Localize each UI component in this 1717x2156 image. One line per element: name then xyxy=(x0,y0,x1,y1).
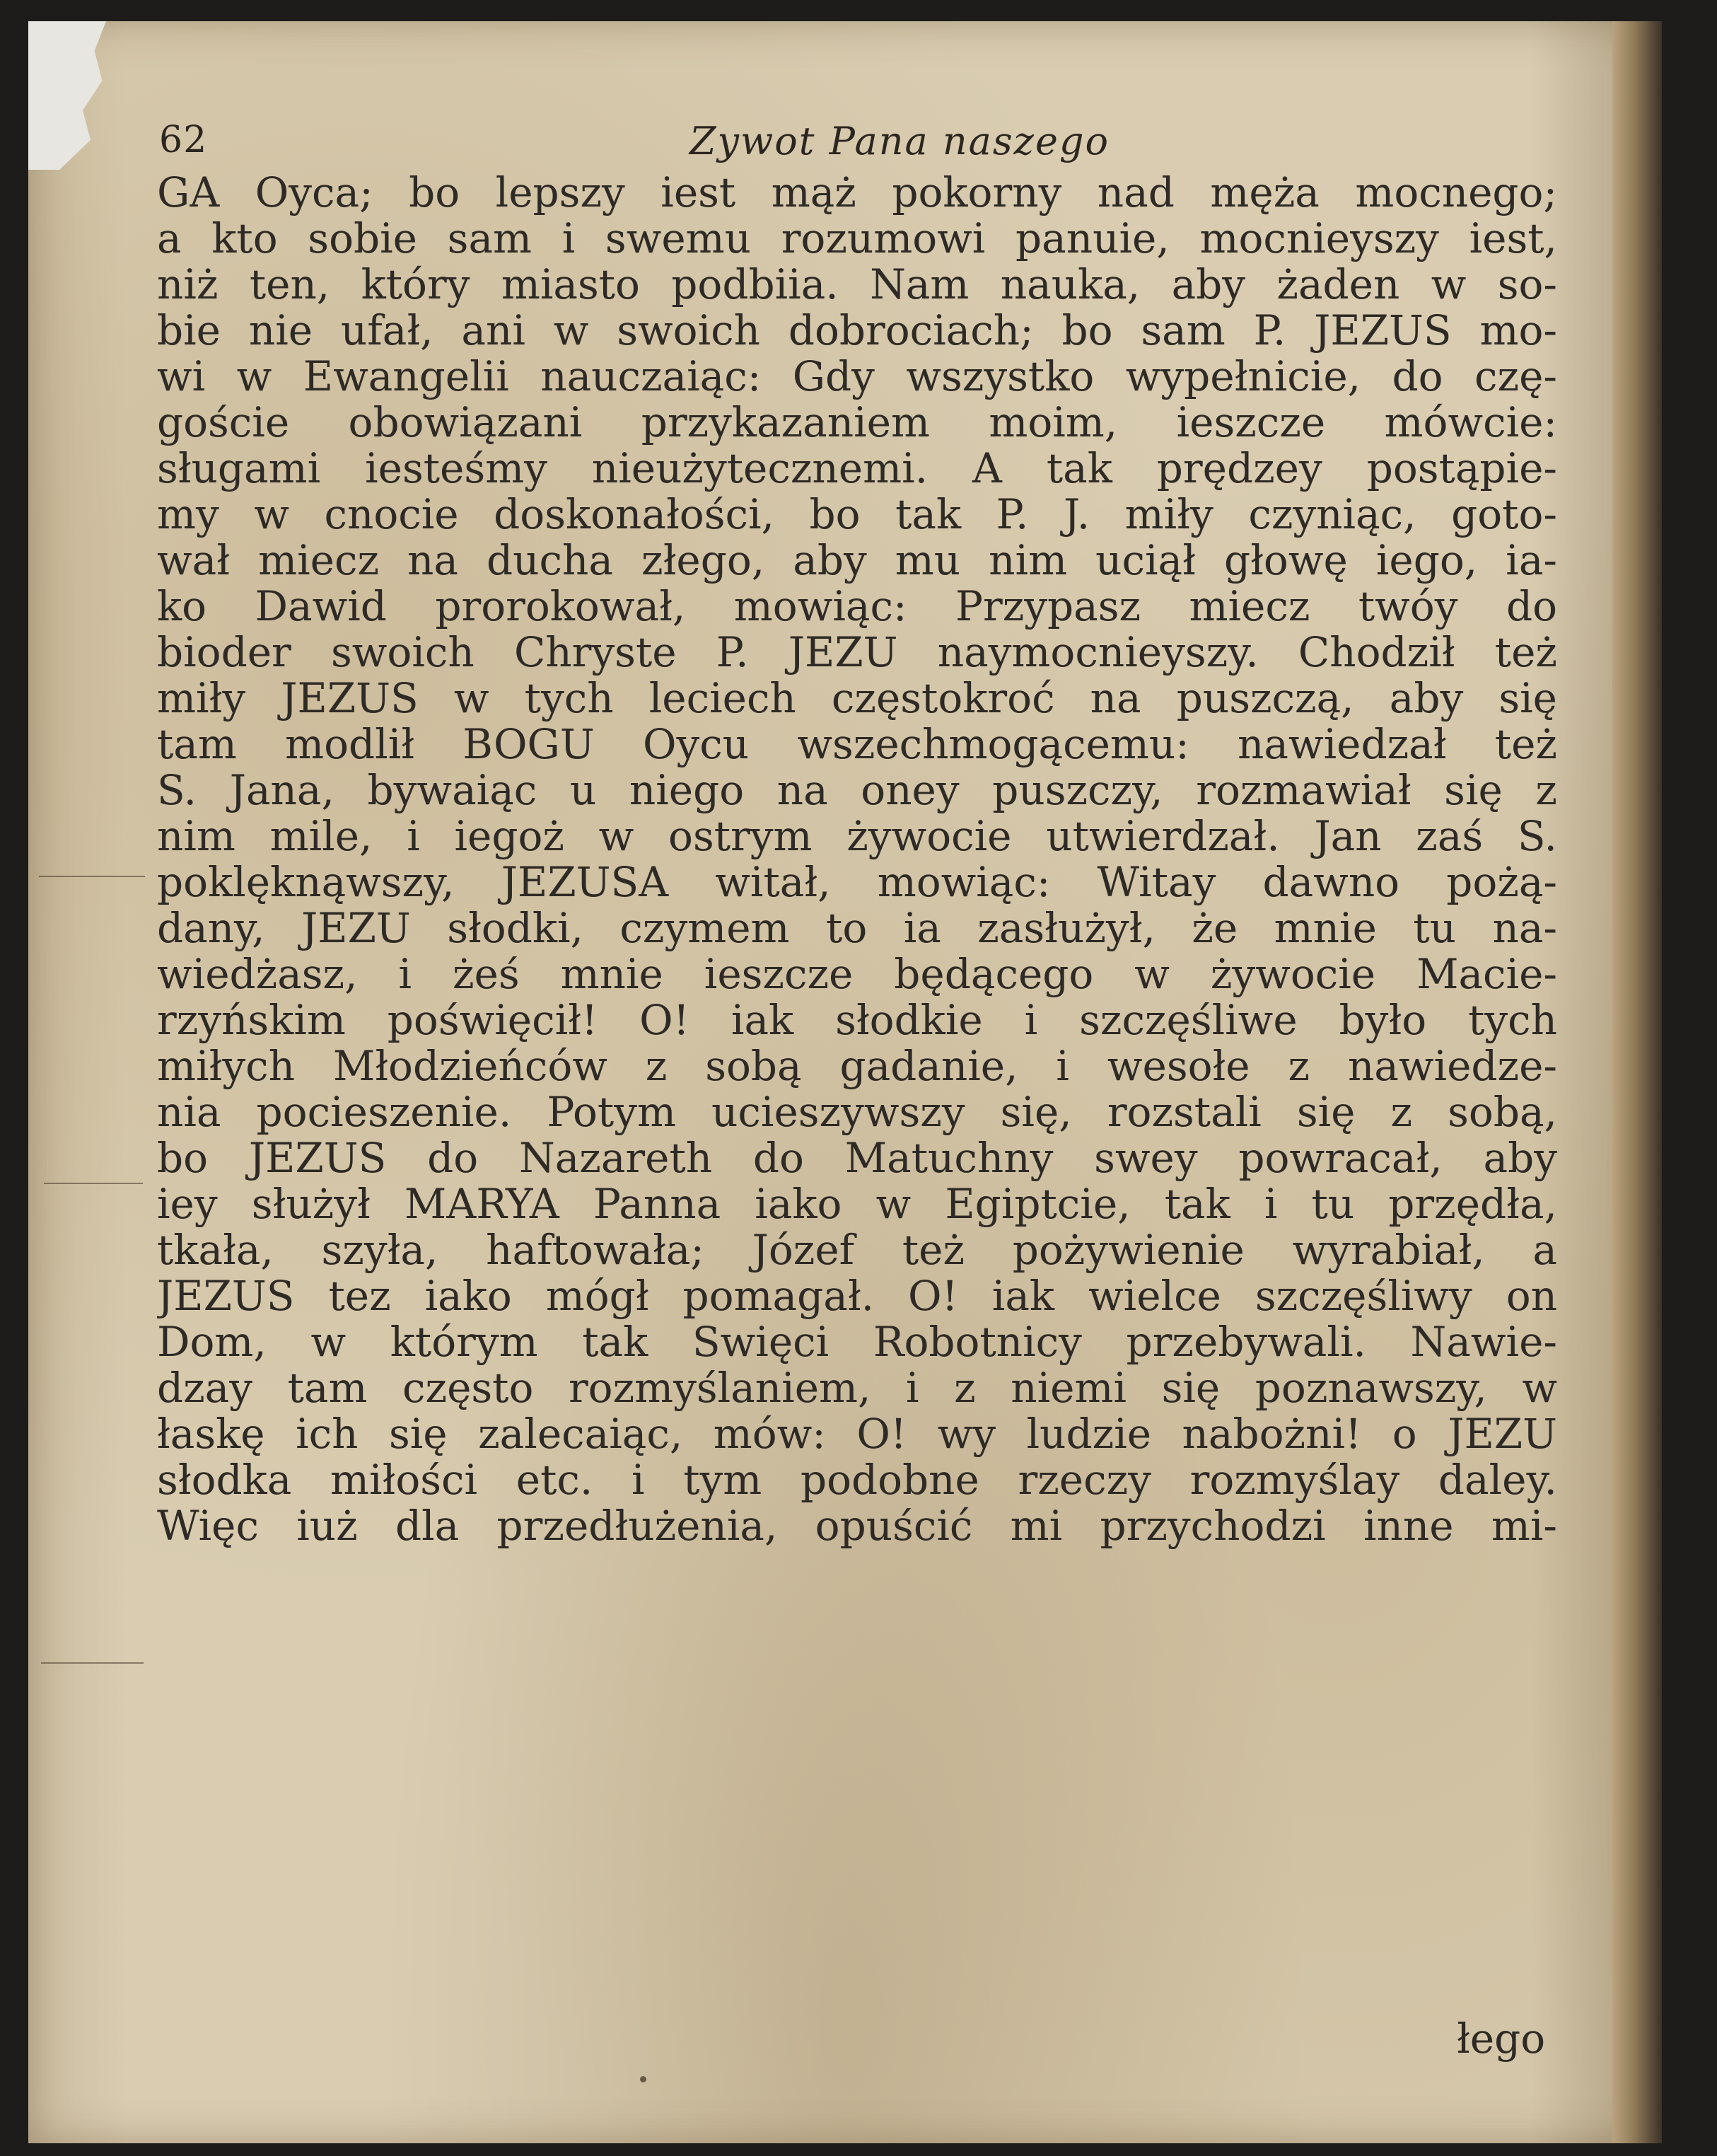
text-line: wiedżasz, i żeś mnie ieszcze będącego w żywocie Macie- xyxy=(157,951,1557,997)
text-line: Więc iuż dla przedłużenia, opuścić mi przychodzi inne mi- xyxy=(157,1503,1557,1549)
text-line: dany, JEZU słodki, czymem to ia zasłużył, że mnie tu na- xyxy=(157,905,1557,951)
torn-page-corner xyxy=(28,21,106,170)
running-head: Zywot Pana naszego xyxy=(689,119,1110,163)
text-line: Dom, w którym tak Swięci Robotnicy przebywali. Nawie- xyxy=(157,1319,1557,1365)
text-line: tkała, szyła, haftowała; Józef też pożywienie wyrabiał, a xyxy=(157,1227,1557,1273)
text-line: S. Jana, bywaiąc u niego na oney puszczy, rozmawiał się z xyxy=(157,767,1557,813)
text-line: bo JEZUS do Nazareth do Matuchny swey powracał, aby xyxy=(157,1135,1557,1181)
text-line: ko Dawid prorokował, mowiąc: Przypasz miecz twóy do xyxy=(157,584,1557,630)
text-line: bie nie ufał, ani w swoich dobrociach; bo sam P. JEZUS mo- xyxy=(157,308,1557,354)
body-text xyxy=(157,170,1557,1549)
text-line: nim mile, i iegoż w ostrym żywocie utwierdzał. Jan zaś S. xyxy=(157,813,1557,859)
text-line: rzyńskim poświęcił! O! iak słodkie i szczęśliwe było tych xyxy=(157,997,1557,1043)
margin-ink-mark xyxy=(44,1183,143,1184)
page-gutter-edge xyxy=(1612,21,1662,2143)
text-line: JEZUS tez iako mógł pomagał. O! iak wielce szczęśliwy on xyxy=(157,1273,1557,1319)
text-line: sługami iesteśmy nieużytecznemi. A tak prędzey postąpie- xyxy=(157,446,1557,492)
page-number: 62 xyxy=(159,119,208,161)
text-line: a kto sobie sam i swemu rozumowi panuie, mocnieyszy iest, xyxy=(157,216,1557,262)
text-line: goście obowiązani przykazaniem moim, ieszcze mówcie: xyxy=(157,400,1557,446)
page-header xyxy=(159,119,1538,168)
ink-speck xyxy=(640,2076,646,2082)
text-line: tam modlił BOGU Oycu wszechmogącemu: nawiedzał też xyxy=(157,721,1557,767)
text-line: nia pocieszenie. Potym ucieszywszy się, rozstali się z sobą, xyxy=(157,1089,1557,1135)
text-line: GA Oyca; bo lepszy iest mąż pokorny nad męża mocnego; xyxy=(157,170,1557,216)
text-line: miły JEZUS w tych leciech częstokroć na puszczą, aby się xyxy=(157,676,1557,721)
text-line: iey służył MARYA Panna iako w Egiptcie, tak i tu przędła, xyxy=(157,1181,1557,1227)
text-line: wi w Ewangelii nauczaiąc: Gdy wszystko wypełnicie, do czę- xyxy=(157,354,1557,400)
text-line: słodka miłości etc. i tym podobne rzeczy rozmyślay daley. xyxy=(157,1457,1557,1503)
margin-ink-mark xyxy=(41,1662,144,1664)
text-line: dzay tam często rozmyślaniem, i z niemi się poznawszy, w xyxy=(157,1365,1557,1411)
margin-ink-mark xyxy=(39,876,145,877)
text-line: miłych Młodzieńców z sobą gadanie, i wesołe z nawiedze- xyxy=(157,1043,1557,1089)
text-line: łaskę ich się zalecaiąc, mów: O! wy ludzie nabożni! o JEZU xyxy=(157,1411,1557,1457)
text-line: wał miecz na ducha złego, aby mu nim uciął głowę iego, ia- xyxy=(157,538,1557,584)
catchword: łego xyxy=(1457,2015,1546,2063)
text-line: bioder swoich Chryste P. JEZU naymocnieyszy. Chodził też xyxy=(157,630,1557,676)
text-line: my w cnocie doskonałości, bo tak P. J. miły czyniąc, goto- xyxy=(157,492,1557,538)
text-line: poklęknąwszy, JEZUSA witał, mowiąc: Witay dawno pożą- xyxy=(157,859,1557,905)
text-line: niż ten, który miasto podbiia. Nam nauka, aby żaden w so- xyxy=(157,262,1557,308)
